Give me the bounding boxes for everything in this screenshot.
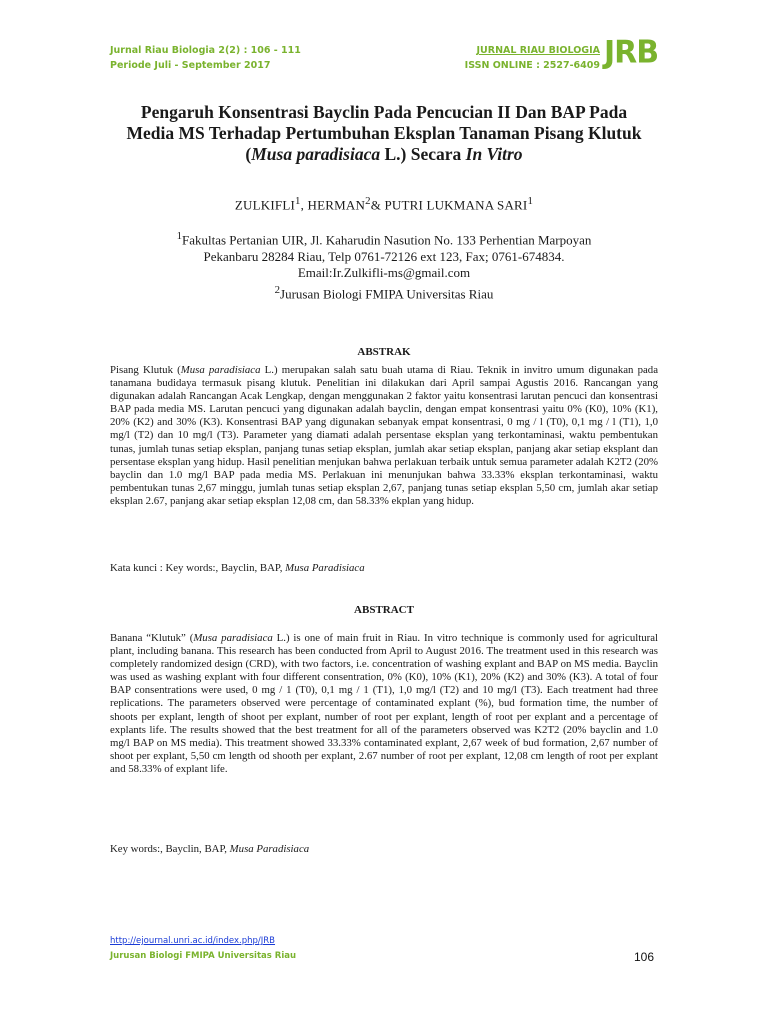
abstract-keywords: Key words:, Bayclin, BAP, Musa Paradisiaca <box>110 843 310 855</box>
abstrak-heading: ABSTRAK <box>357 346 411 358</box>
title-in-vitro: In Vitro <box>465 144 523 164</box>
affiliation-line-2: Pekanbaru 28284 Riau, Telp 0761-72126 ext 123, Fax; 0761-674834. <box>203 248 565 264</box>
abstrak-keywords: Kata kunci : Key words:, Bayclin, BAP, Musa Paradisiaca <box>110 562 365 574</box>
journal-issn: ISSN ONLINE : 2527-6409 <box>464 60 600 71</box>
affiliation-line-1: $^1$Fakultas Pertanian UIR, Jl. Kaharudin Nasution No. 133 Perhentian Marpoyan <box>176 230 592 248</box>
abstract-heading: ABSTRACT <box>354 604 414 616</box>
journal-name: JURNAL RIAU BIOLOGIA <box>476 45 600 56</box>
journal-header-left <box>110 43 301 73</box>
footer-url-link[interactable]: http://ejournal.unri.ac.id/index.php/JRB <box>110 936 276 946</box>
abstrak-paragraph: Pisang Klutuk (Musa paradisiaca L.) merupakan salah satu buah utama di Riau. Teknik in invitro umum digunakan pada tanamana budidaya termasuk pisang klutuk. Penelitian ini dilakukan dari April sampai Agustis 2016. Rancangan yang digunakan adalah Rancangan Acak Lengkap, dengan menggunakan 2 faktor yaitu konsentrasi larutan pencuci dan konsentrasi BAP pada media MS. Larutan pencuci yang digunakan adalah bayclin, dengan empat konsentrasi yaitu 0% (K0), 10% (K1), 20% (K2) and 30% (K3). Konsentrasi BAP yang digunakan sebanyak empat konsentrasi, 0 mg / l (T0), 0,1 mg / l (T1), 1,0 mg/l (T2) dan 10 mg/l (T3). Parameter yang diamati adalah persentase eksplan yang terkontaminasi, waktu pembentukan tunas, jumlah tunas setiap eksplan, panjang tunas setiap eksplan, jumlah akar setiap eksplan, panjang akar setiap eksplant dan persentase eksplan yang hidup. Hasil penelitian menjukan bahwa perlakuan terbaik untuk semua parameter adalah K2T2 (20% bayclin dan 1.0 mg/l BAP pada media MS. Perlakuan ini menunjukan bahwa 33.33% eksplan terkontaminasi, waktu pembentukan tunas 2,67 minggu, jumlah tunas setiap eksplan 2,67, panjang tunas setiap eksplan 5,50 cm, jumlah akar setiap eksplan 2.67, panjang akar setiap eksplan 12,08 cm, dan 58.33% ekplan yang hidup. <box>110 364 658 507</box>
journal-period: Periode Juli - September 2017 <box>110 60 271 71</box>
author-list: ZULKIFLI$^1$, HERMAN$^2$& PUTRI LUKMANA SARI$^1$ <box>234 195 534 213</box>
page-number: 106 <box>634 950 655 964</box>
journal-issue: Jurnal Riau Biologia 2(2) : 106 - 111 <box>110 45 301 56</box>
author-email: Email:Ir.Zulkifli-ms@gmail.com <box>297 265 471 281</box>
affiliation-block <box>100 228 668 303</box>
paper-title <box>100 102 668 165</box>
journal-header-right <box>465 43 600 73</box>
affiliation-line-4: $^2$Jurusan Biologi FMIPA Universitas Riau <box>274 283 494 302</box>
title-species: Musa paradisiaca <box>251 144 381 164</box>
title-line-2: Media MS Terhadap Pertumbuhan Eksplan Tanaman Pisang Klutuk <box>126 123 642 143</box>
title-line-1: Pengaruh Konsentrasi Bayclin Pada Pencucian II Dan BAP Pada <box>140 102 628 122</box>
title-line-3: (Musa paradisiaca L.) Secara In Vitro <box>245 144 523 164</box>
abstract-paragraph: Banana “Klutuk” (Musa paradisiaca L.) is one of main fruit in Riau. In vitro technique is commonly used for agricultural plant, including banana. This research has been conducted from April to August 2016. The treatment used in this research was completely randomized design (CRD), with two factors, i.e. concentration of washing explant and BAP on MS media. Bayclin was used as washing explant with four different consentration, 0% (K0), 10% (K1), 20% (K2) and 30% (K3). A total of four BAP consentrations were used, 0 mg / 1 (T0), 0,1 mg / 1 (T1), 1,0 mg/l (T2) and 10 mg/l (T3). Each treatment had three replications. The parameters observed were percentage of contaminated explant (%), bud formation time, the number of shoots per explant, length of shoot per explant, number of root per explant, length of root per explant and a percentage of explants life. The results showed that the best treatment for all of the parameters observed was K2T2 (20% bayclin and 1.0 mg/l BAP on MS media). This treatment showed 33.33% contaminated explant, 2,67 week of bud formation, 2,67 number of shoot per explant, 5,50 cm length od shooth per explant, 2.67 number of root per explant, 12,08 cm length of root per explant and 58.33% of explant life. <box>110 632 659 775</box>
jrb-logo: JRB <box>604 34 659 71</box>
footer-institution: Jurusan Biologi FMIPA Universitas Riau <box>110 951 297 961</box>
